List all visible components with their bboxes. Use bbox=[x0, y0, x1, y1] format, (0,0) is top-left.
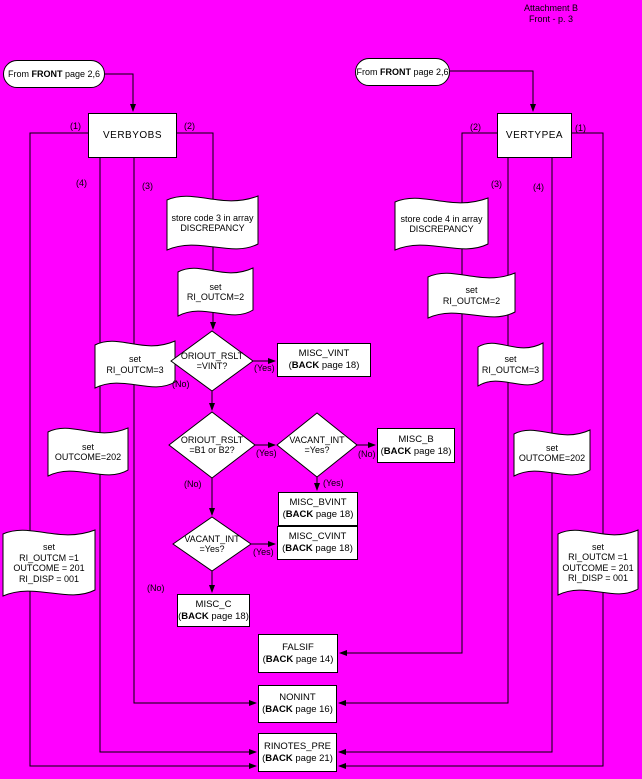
diamond-vacant-int-upper bbox=[277, 413, 357, 477]
back-ref-bold: BACK bbox=[291, 360, 320, 371]
back-ref bbox=[178, 611, 249, 623]
box-misc-bvint bbox=[278, 492, 358, 526]
branch-label-d1-yes: (Yes) bbox=[254, 363, 275, 373]
back-ref-page: page 18) bbox=[313, 509, 354, 520]
back-ref-page: page 16) bbox=[292, 704, 333, 715]
tape-set-ri-outcm2-right bbox=[428, 273, 515, 318]
back-ref bbox=[262, 753, 333, 765]
box-misc-cvint bbox=[277, 526, 358, 560]
terminator-text-post: page 2,6 bbox=[62, 69, 101, 79]
branch-label-d2-yes: (Yes) bbox=[256, 448, 277, 458]
box-rinotes-pre bbox=[258, 733, 337, 772]
exit-label-verbyobs-4: (4) bbox=[76, 178, 87, 188]
terminator-text-pre: From bbox=[356, 67, 380, 77]
tape-line: RI_OUTCM=3 bbox=[481, 364, 540, 375]
back-ref-bold: BACK bbox=[265, 752, 293, 764]
back-ref-bold: BACK bbox=[265, 653, 294, 665]
terminator-from-front-right bbox=[355, 58, 450, 86]
tape-line: set bbox=[42, 542, 55, 552]
tape-line: set bbox=[504, 354, 517, 364]
tape-line: RI_DISP = 001 bbox=[18, 573, 80, 584]
box-nonint bbox=[258, 685, 337, 723]
attachment-page: Front - p. 3 bbox=[528, 14, 573, 24]
back-ref-page: page 21) bbox=[292, 752, 333, 764]
tape-line: store code 3 in array bbox=[171, 212, 254, 223]
back-ref bbox=[289, 360, 360, 372]
back-ref bbox=[283, 509, 354, 521]
back-ref-page: page 18) bbox=[319, 360, 360, 371]
box-label: VERBYOBS bbox=[102, 129, 163, 141]
diamond-line: =B1 or B2? bbox=[189, 445, 235, 455]
diamond-line: ORIOUT_RSLT bbox=[180, 350, 244, 361]
diamond-line: =VINT? bbox=[196, 361, 228, 371]
back-ref-page: page 14) bbox=[293, 653, 334, 665]
back-ref bbox=[262, 704, 333, 716]
tape-line: DISCREPANCY bbox=[409, 224, 474, 234]
tape-set-multi-left bbox=[3, 530, 95, 596]
back-ref-bold: BACK bbox=[265, 704, 293, 715]
branch-label-d3-no: (No) bbox=[358, 449, 376, 459]
back-ref-open: ( bbox=[288, 360, 292, 371]
box-label: MISC_BVINT bbox=[289, 497, 347, 508]
wire-front-to-verbyobs bbox=[105, 74, 133, 111]
back-ref-open: ( bbox=[262, 704, 266, 715]
box-label: NONINT bbox=[279, 692, 316, 703]
diamond-line: VACANT_INT bbox=[184, 533, 240, 544]
box-label: MISC_CVINT bbox=[288, 531, 347, 542]
box-falsif bbox=[258, 634, 338, 673]
branch-label-d2-no: (No) bbox=[184, 479, 202, 489]
tape-store-code-4 bbox=[395, 198, 488, 250]
diamond-line: ORIOUT_RSLT bbox=[180, 434, 244, 445]
exit-label-vertypea-2: (2) bbox=[470, 122, 481, 132]
tape-line: set bbox=[209, 281, 222, 292]
back-ref-page: page 18) bbox=[312, 543, 353, 554]
exit-label-vertypea-4: (4) bbox=[533, 182, 544, 192]
back-ref-page: page 18) bbox=[411, 445, 452, 457]
tape-line: OUTCOME = 201 bbox=[13, 563, 85, 573]
back-ref-open: ( bbox=[282, 543, 286, 554]
tape-set-ri-outcm2-left bbox=[178, 268, 253, 316]
back-ref bbox=[282, 543, 353, 555]
terminator-text-bold: FRONT bbox=[31, 69, 63, 79]
branch-label-d3-yes: (Yes) bbox=[323, 478, 344, 488]
tape-line: store code 4 in array bbox=[400, 213, 483, 224]
tape-set-ri-outcm3-right bbox=[478, 343, 543, 386]
tape-line: RI_OUTCM =1 bbox=[19, 552, 79, 563]
tape-line: RI_OUTCM=3 bbox=[106, 364, 164, 375]
box-misc-b bbox=[377, 428, 455, 463]
back-ref-bold: BACK bbox=[285, 509, 314, 520]
tape-line: OUTCOME = 201 bbox=[562, 562, 634, 573]
tape-line: RI_OUTCM=2 bbox=[186, 292, 245, 302]
box-label: MISC_B bbox=[398, 433, 434, 445]
tape-store-code-3 bbox=[167, 196, 258, 250]
tape-line: RI_OUTCM=2 bbox=[442, 295, 501, 306]
exit-label-verbyobs-2: (2) bbox=[184, 121, 195, 131]
diamond-line: =Yes? bbox=[199, 544, 225, 554]
tape-line: set bbox=[128, 354, 141, 364]
terminator-text-post: page 2,6 bbox=[410, 67, 449, 77]
back-ref bbox=[381, 446, 452, 458]
tape-set-outcome202-right bbox=[514, 430, 590, 476]
tape-line: RI_OUTCM =1 bbox=[568, 552, 628, 562]
tape-line: set bbox=[465, 285, 478, 295]
back-ref-bold: BACK bbox=[383, 445, 412, 457]
attachment-title: Attachment B bbox=[523, 3, 579, 13]
box-misc-c bbox=[177, 594, 250, 627]
tape-line: set bbox=[591, 541, 604, 552]
attachment-header bbox=[498, 3, 604, 25]
back-ref-bold: BACK bbox=[181, 610, 209, 622]
tape-line: set bbox=[81, 441, 94, 452]
tape-line: DISCREPANCY bbox=[180, 223, 245, 233]
back-ref-open: ( bbox=[282, 509, 286, 520]
box-label: VERTYPEA bbox=[505, 129, 564, 141]
back-ref-bold: BACK bbox=[285, 543, 313, 554]
diamond-line: VACANT_INT bbox=[289, 434, 345, 445]
diamond-line: =Yes? bbox=[304, 445, 330, 455]
tape-line: OUTCOME=202 bbox=[54, 452, 122, 462]
tape-set-ri-outcm3-left bbox=[95, 341, 175, 388]
box-label: MISC_C bbox=[195, 598, 232, 610]
exit-label-vertypea-1: (1) bbox=[575, 123, 586, 133]
tape-line: OUTCOME=202 bbox=[518, 453, 586, 463]
branch-label-d4-no: (No) bbox=[147, 583, 165, 593]
tape-set-outcome202-left bbox=[48, 428, 128, 476]
tape-set-multi-right bbox=[558, 530, 638, 595]
tape-line: set bbox=[545, 442, 558, 453]
diamond-vacant-int-lower bbox=[173, 517, 251, 571]
box-label: RINOTES_PRE bbox=[263, 740, 332, 752]
exit-label-verbyobs-3: (3) bbox=[142, 181, 153, 191]
branch-label-d1-no: (No) bbox=[172, 379, 190, 389]
box-label: MISC_VINT bbox=[298, 348, 350, 359]
box-vertypea bbox=[497, 113, 572, 158]
back-ref-open: ( bbox=[262, 653, 266, 665]
back-ref bbox=[263, 654, 334, 666]
exit-label-verbyobs-1: (1) bbox=[70, 121, 81, 131]
tape-line: RI_DISP = 001 bbox=[567, 573, 629, 583]
box-misc-vint bbox=[277, 343, 371, 377]
back-ref-open: ( bbox=[178, 610, 182, 622]
back-ref-open: ( bbox=[262, 752, 266, 764]
terminator-from-front-left bbox=[3, 60, 105, 88]
back-ref-page: page 18) bbox=[208, 610, 249, 622]
back-ref-open: ( bbox=[380, 445, 384, 457]
box-label: FALSIF bbox=[282, 641, 314, 653]
diamond-oriout-rslt-b1b2 bbox=[169, 412, 255, 478]
box-verbyobs bbox=[88, 113, 177, 158]
wire-front-to-vertypea bbox=[450, 71, 533, 111]
exit-label-vertypea-3: (3) bbox=[491, 179, 502, 189]
terminator-text-pre: From bbox=[7, 69, 32, 79]
branch-label-d4-yes: (Yes) bbox=[253, 547, 274, 557]
terminator-text-bold: FRONT bbox=[379, 67, 411, 77]
